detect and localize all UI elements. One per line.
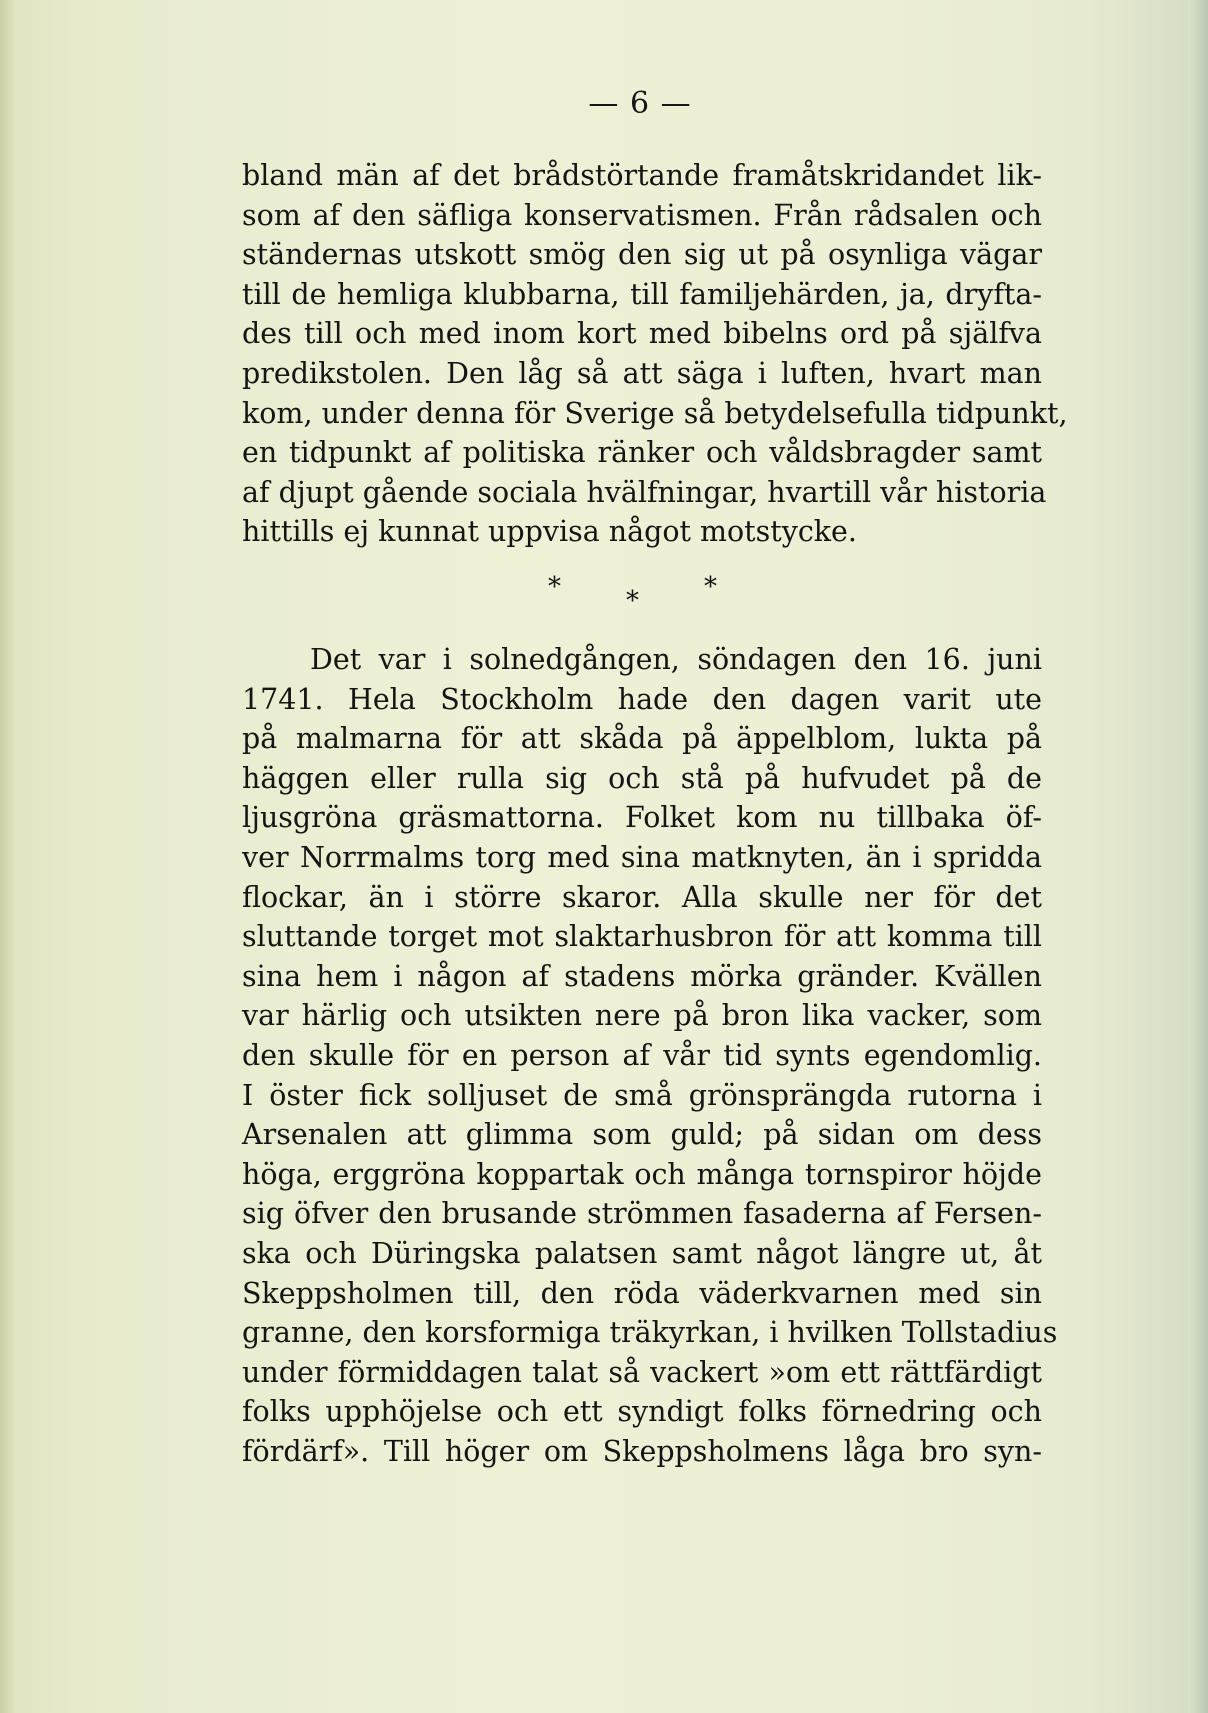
text-line: under förmiddagen talat så vackert »om ett rättfärdigt bbox=[242, 1355, 1042, 1389]
text-line: höga, erggröna koppartak och många tornspiror höjde bbox=[242, 1157, 1042, 1191]
text-line: I öster fick solljuset de små grönsprängda rutorna i bbox=[242, 1078, 1042, 1112]
text-line: sluttande torget mot slaktarhusbron för att komma till bbox=[242, 920, 1042, 954]
text-line: granne, den korsformiga träkyrkan, i hvilken Tollstadius bbox=[242, 1316, 1058, 1350]
text-line: en tidpunkt af politiska ränker och våldsbragder samt bbox=[242, 436, 1042, 470]
asterisk: * bbox=[548, 572, 561, 602]
text-line: fördärf». Till höger om Skeppsholmens låga bro syn- bbox=[242, 1434, 1042, 1468]
asterisk: * bbox=[704, 572, 717, 602]
text-line: bland män af det brådstörtande framåtskridandet lik- bbox=[242, 159, 1042, 192]
text-line: var härlig och utsikten nere på bron lika vacker, som bbox=[242, 999, 1042, 1033]
text-line: predikstolen. Den låg så att säga i luften, hvart man bbox=[242, 356, 1042, 390]
text-line: Arsenalen att glimma som guld; på sidan om dess bbox=[242, 1118, 1042, 1152]
text-line: till de hemliga klubbarna, till familjehärden, ja, dryfta- bbox=[242, 277, 1042, 311]
asterisk: * bbox=[626, 586, 639, 616]
page-left-edge bbox=[0, 0, 14, 1713]
text-line: ska och Düringska palatsen samt något längre ut, åt bbox=[242, 1236, 1042, 1270]
text-line: häggen eller rulla sig och stå på hufvudet på de bbox=[242, 761, 1042, 795]
page-number-header: — 6 — bbox=[588, 86, 692, 121]
page-right-edge bbox=[1188, 0, 1208, 1713]
text-line: kom, under denna för Sverige så betydelsefulla tidpunkt, bbox=[242, 396, 1068, 430]
text-line: ständernas utskott smög den sig ut på osynliga vägar bbox=[242, 238, 1042, 272]
paragraph-2 bbox=[242, 640, 1058, 1471]
text-line: flockar, än i större skaror. Alla skulle ner för det bbox=[242, 880, 1042, 914]
text-line: på malmarna för att skåda på äppelblom, lukta på bbox=[242, 722, 1042, 756]
text-line: Det var i solnedgången, söndagen den 16. juni bbox=[310, 643, 1042, 676]
text-line: ljusgröna gräsmattorna. Folket kom nu tillbaka öf- bbox=[242, 801, 1042, 835]
text-line: sina hem i någon af stadens mörka gränder. Kvällen bbox=[242, 959, 1042, 993]
text-line: som af den säfliga konservatismen. Från rådsalen och bbox=[242, 198, 1042, 232]
text-line: des till och med inom kort med bibelns ord på själfva bbox=[242, 317, 1042, 351]
text-line: den skulle för en person af vår tid synts egendomlig. bbox=[242, 1038, 1042, 1072]
section-separator bbox=[540, 572, 717, 616]
text-line: folks upphöjelse och ett syndigt folks förnedring och bbox=[242, 1395, 1042, 1429]
text-line: Skeppsholmen till, den röda väderkvarnen med sin bbox=[242, 1276, 1042, 1310]
paragraph-1 bbox=[242, 156, 1068, 552]
text-line: hittills ej kunnat uppvisa något motstycke. bbox=[242, 515, 857, 549]
text-line: sig öfver den brusande strömmen fasaderna af Fersen- bbox=[242, 1197, 1042, 1231]
text-line: af djupt gående sociala hvälfningar, hvartill vår historia bbox=[242, 475, 1047, 509]
text-line: 1741. Hela Stockholm hade den dagen varit ute bbox=[242, 682, 1042, 716]
text-line: ver Norrmalms torg med sina matknyten, än i spridda bbox=[242, 840, 1042, 874]
